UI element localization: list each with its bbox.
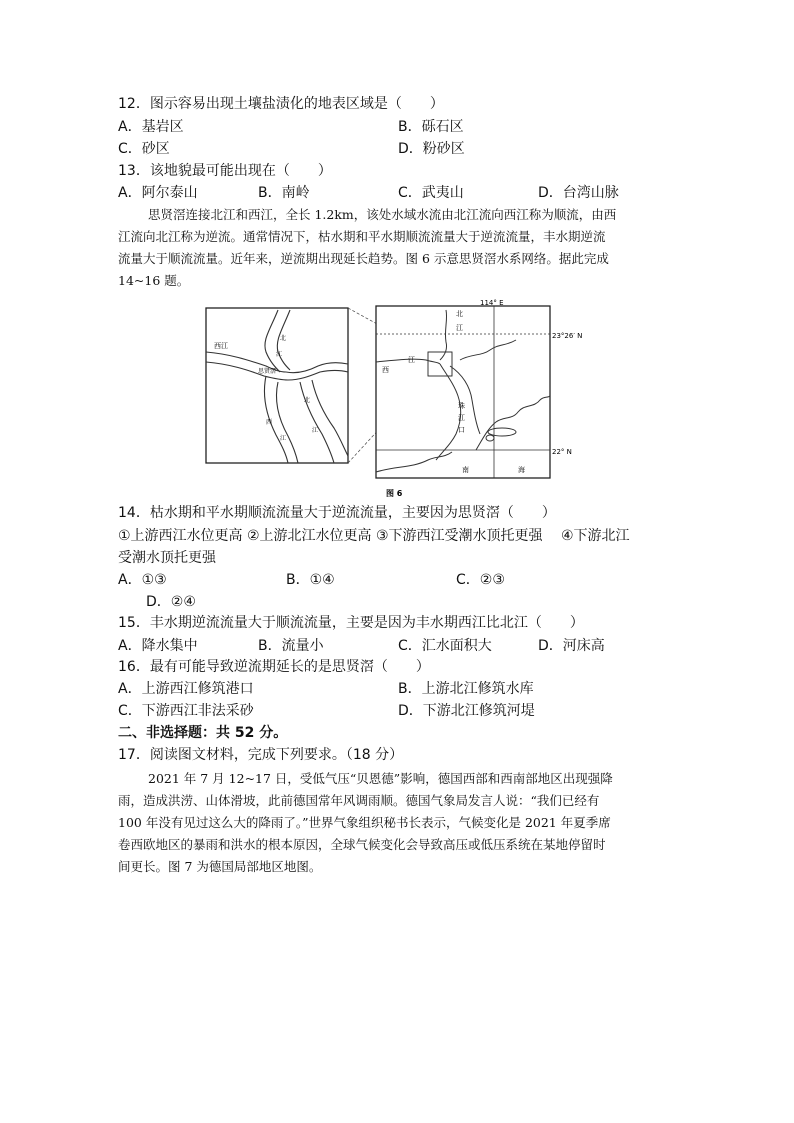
inset-label-bei2: 北	[304, 397, 311, 404]
q15-option-c: C．汇水面积大	[398, 638, 492, 654]
q13-stem: 13．该地貌最可能出现在（ ）	[118, 163, 332, 179]
q17-line-3: 100 年没有见过这么大的降雨了。”世界气象组织秘书长表示，气候变化是 2021 年夏季席	[118, 815, 611, 830]
label-kou: 口	[458, 426, 465, 434]
inset-label-jiang-right: 江	[312, 427, 319, 434]
q13-option-a: A．阿尔泰山	[118, 185, 198, 201]
label-xi: 西	[382, 366, 389, 374]
q17-line-2: 雨，造成洪涝、山体滑坡，此前德国常年风调雨顺。德国气象局发言人说：“我们已经有	[118, 793, 600, 808]
passage1-line-2: 江流向北江称为逆流。通常情况下，枯水期和平水期顺流流量大于逆流流量，丰水期逆流	[118, 229, 606, 244]
inset-label-bei: 北	[280, 335, 287, 342]
label-nan: 南	[462, 466, 469, 474]
q14-option-c: C．②③	[456, 572, 505, 588]
inset-label-xijiang: 西江	[214, 342, 228, 350]
figure6-caption: 图 6	[386, 489, 403, 498]
section2-title: 二、非选择题：共 52 分。	[118, 725, 288, 741]
q12-option-c: C．砂区	[118, 141, 170, 157]
passage1-line-4: 14~16 题。	[118, 273, 190, 288]
figure6-map	[200, 299, 583, 500]
q16-option-b: B．上游北江修筑水库	[398, 681, 534, 697]
label-lat-top: 23°26′ N	[552, 332, 583, 340]
q14-statements-line1: ①上游西江水位更高 ②上游北江水位更高 ③下游西江受潮水顶托更强 ④下游北江	[118, 528, 630, 544]
label-jiang2: 江	[408, 356, 415, 364]
q16-stem: 16．最有可能导致逆流期延长的是思贤滘（ ）	[118, 659, 430, 675]
q17-line-4: 卷西欧地区的暴雨和洪水的根本原因，全球气候变化会导致高压或低压系统在某地停留时	[118, 837, 606, 852]
label-bei: 北	[456, 310, 463, 318]
q14-stem: 14．枯水期和平水期顺流流量大于逆流流量，主要因为思贤滘（ ）	[118, 505, 556, 521]
q12-option-a: A．基岩区	[118, 119, 184, 135]
inset-label-jiang-lower: 江	[280, 435, 287, 442]
q16-option-a: A．上游西江修筑港口	[118, 681, 254, 697]
q15-option-a: A．降水集中	[118, 638, 198, 654]
label-hai: 海	[518, 466, 525, 474]
q17-line-1: 2021 年 7 月 12~17 日，受低气压“贝恩德”影响，德国西部和西南部地区出现强降	[148, 771, 613, 786]
q16-option-c: C．下游西江非法采砂	[118, 703, 254, 719]
q14-statements-line2: 受潮水顶托更强	[118, 550, 216, 566]
label-lat-bottom: 22° N	[552, 448, 572, 456]
q13-option-c: C．武夷山	[398, 185, 464, 201]
inset-label-jiang-upper: 江	[276, 351, 283, 358]
q17-stem: 17．阅读图文材料，完成下列要求。（18 分）	[118, 747, 404, 763]
q13-option-d: D．台湾山脉	[538, 185, 619, 201]
q13-option-b: B．南岭	[258, 185, 310, 201]
q12-option-b: B．砾石区	[398, 119, 464, 135]
label-jiang: 江	[456, 324, 463, 332]
q15-option-b: B．流量小	[258, 638, 324, 654]
q16-option-d: D．下游北江修筑河堤	[398, 703, 535, 719]
q14-option-b: B．①④	[286, 572, 335, 588]
q12-stem: 12．图示容易出现土壤盐渍化的地表区域是（ ）	[118, 96, 444, 112]
q15-stem: 15．丰水期逆流流量大于顺流流量，主要是因为丰水期西江比北江（ ）	[118, 615, 584, 631]
inset-label-sixianjiao: 思贤滘	[258, 368, 277, 375]
passage1-line-3: 流量大于顺流流量。近年来，逆流期出现延长趋势。图 6 示意思贤滘水系网络。据此完成	[118, 251, 609, 266]
main-map-frame	[376, 306, 550, 478]
label-zhu: 珠	[458, 402, 465, 410]
label-lon: 114° E	[480, 299, 504, 307]
q17-line-5: 间更长。图 7 为德国局部地区地图。	[118, 859, 322, 874]
q15-option-d: D．河床高	[538, 638, 605, 654]
inset-label-xi: 西	[266, 419, 273, 426]
q14-option-d: D．②④	[146, 594, 196, 610]
q12-option-d: D．粉砂区	[398, 141, 465, 157]
q14-option-a: A．①③	[118, 572, 167, 588]
passage1-line-1: 思贤滘连接北江和西江，全长 1.2km，该处水域水流由北江流向西江称为顺流，由西	[148, 207, 617, 222]
label-jiang3: 江	[458, 414, 465, 422]
